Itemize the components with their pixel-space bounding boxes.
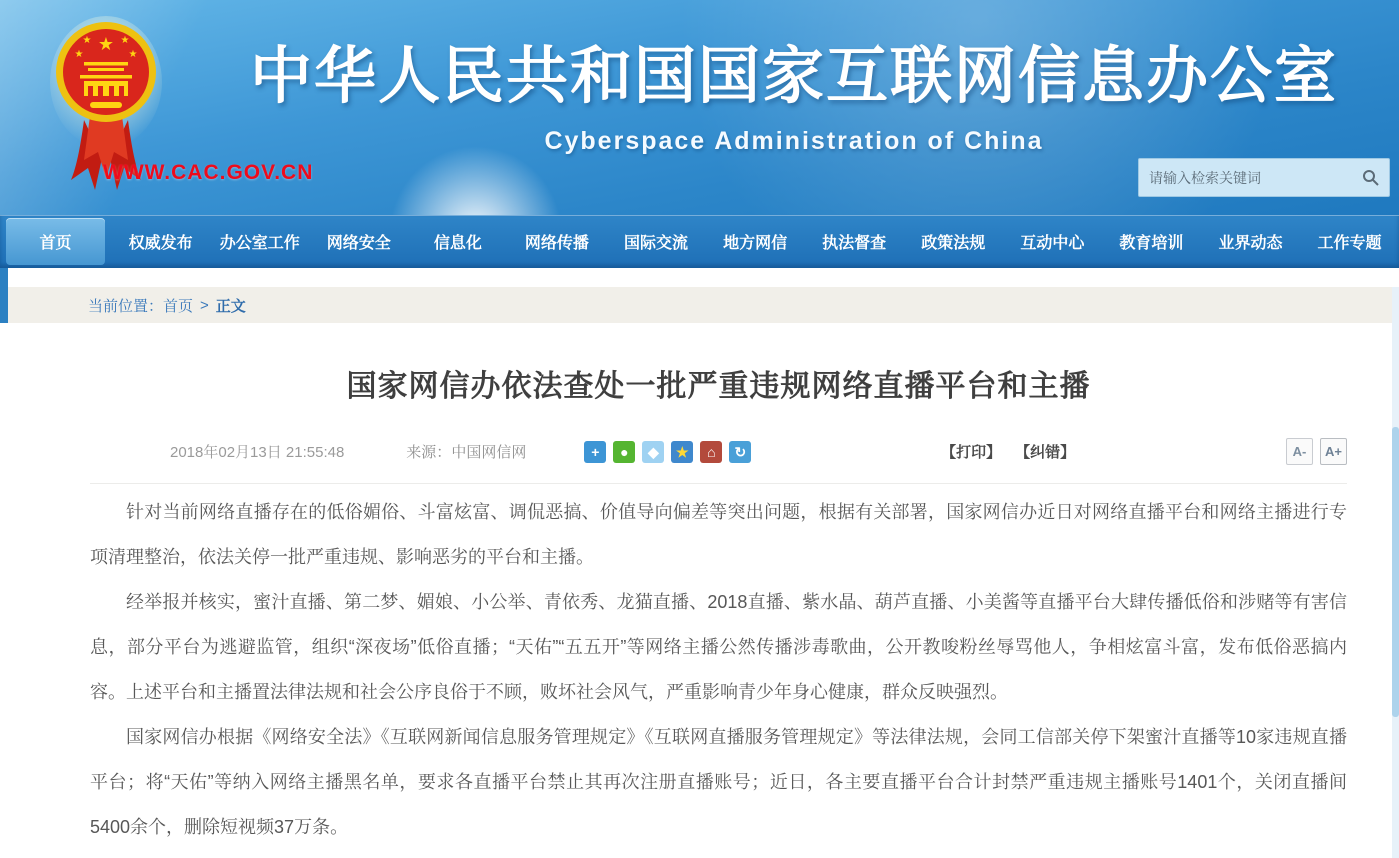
- wechat-icon[interactable]: ●: [613, 441, 635, 463]
- nav-item-work-topics[interactable]: [1300, 215, 1399, 268]
- site-header: [0, 0, 1399, 215]
- nav-item-label: 工作专题: [1317, 235, 1382, 252]
- nav-item-law-enforcement-inspection[interactable]: [805, 215, 904, 268]
- site-title-cn: 中华人民共和国国家互联网信息办公室: [249, 42, 1338, 111]
- svg-text:★: ★: [97, 34, 115, 54]
- nav-item-home[interactable]: [6, 218, 105, 265]
- article: [0, 323, 1399, 850]
- nav-item-label: 业界动态: [1218, 235, 1283, 252]
- weibo-icon[interactable]: ◆: [642, 441, 664, 463]
- nav-item-label: 首页: [39, 235, 72, 252]
- article-paragraph: 针对当前网络直播存在的低俗媚俗、斗富炫富、调侃恶搞、价值导向偏差等突出问题，根据有关部署，国家网信办近日对网络直播平台和网络主播进行专项清理整治，依法关停一批严重违规、影响恶劣的平台和主播。: [90, 502, 1347, 567]
- main-nav: [0, 215, 1399, 268]
- search-input[interactable]: [1149, 170, 1362, 186]
- site-titles: [195, 26, 1393, 156]
- font-smaller-button[interactable]: A-: [1286, 438, 1313, 465]
- site-url: WWW.CAC.GOV.CN: [103, 161, 314, 184]
- nav-item-authoritative-release[interactable]: [111, 215, 210, 268]
- article-paragraph: 国家网信办根据《网络安全法》《互联网新闻信息服务管理规定》《互联网直播服务管理规定》等法律法规，会同工信部关停下架蜜汁直播等10家违规直播平台；将“天佑”等纳入网络主播黑名单，要求各直播平台禁止其再次注册直播账号；近日，各主要直播平台合计封禁严重违规主播账号1401个，关闭直播间5400余个，删除短视频37万条。: [90, 727, 1347, 837]
- nav-item-office-work[interactable]: [210, 215, 309, 268]
- nav-item-label: 地方网信: [723, 235, 788, 252]
- nav-item-label: 教育培训: [1119, 235, 1184, 252]
- breadcrumb-current: 正文: [215, 297, 246, 315]
- svg-text:★: ★: [120, 35, 130, 46]
- source-name: 中国网信网: [451, 444, 527, 461]
- share-plus-icon[interactable]: +: [584, 441, 606, 463]
- nav-item-local-cyberspace[interactable]: [706, 215, 805, 268]
- nav-item-label: 权威发布: [128, 235, 193, 252]
- nav-item-industry-news[interactable]: [1201, 215, 1300, 268]
- nav-item-interaction-center[interactable]: [1003, 215, 1102, 268]
- search-icon[interactable]: [1362, 169, 1379, 186]
- nav-item-international-exchange[interactable]: [606, 215, 705, 268]
- svg-text:★: ★: [74, 49, 84, 60]
- search-box: [1138, 158, 1390, 197]
- nav-item-label: 国际交流: [624, 235, 689, 252]
- breadcrumb-separator: >: [200, 296, 209, 314]
- svg-text:★: ★: [82, 35, 92, 46]
- nav-item-network-communication[interactable]: [507, 215, 606, 268]
- article-title: 国家网信办依法查处一批严重违规网络直播平台和主播: [346, 370, 1091, 403]
- nav-item-label: 网络安全: [326, 235, 391, 252]
- print-button[interactable]: 【打印】: [941, 444, 1002, 461]
- source-label: 来源：: [406, 444, 452, 461]
- nav-item-label: 网络传播: [524, 235, 589, 252]
- article-meta: [90, 438, 1347, 465]
- article-date: 2018年02月13日 21:55:48: [170, 444, 345, 461]
- scrollbar-track[interactable]: [1392, 287, 1399, 858]
- nav-item-label: 办公室工作: [219, 235, 300, 252]
- breadcrumb-home-link[interactable]: 首页: [163, 297, 194, 315]
- svg-text:★: ★: [128, 49, 138, 60]
- qzone-icon[interactable]: ★: [671, 441, 693, 463]
- article-source: [406, 441, 526, 462]
- article-paragraph: 经举报并核实，蜜汁直播、第二梦、媚娘、小公举、青依秀、龙猫直播、2018直播、紫水晶、葫芦直播、小美酱等直播平台大肆传播低俗和涉赌等有害信息，部分平台为逃避监管，组织“深夜场”低俗直播；“天佑”“五五开”等网络主播公然传播涉毒歌曲，公开教唆粉丝辱骂他人，争相炫富斗富，发布低俗恶搞内容。上述平台和主播置法律法规和社会公序良俗于不顾，败坏社会风气，严重影响青少年身心健康，群众反映强烈。: [90, 592, 1347, 702]
- breadcrumb-location-label: 当前位置：: [88, 297, 164, 315]
- meta-divider: [90, 483, 1347, 484]
- renren-icon[interactable]: ⌂: [700, 441, 722, 463]
- nav-item-label: 信息化: [433, 235, 482, 252]
- nav-item-cybersecurity[interactable]: [309, 215, 408, 268]
- scrollbar-thumb[interactable]: [1392, 427, 1399, 717]
- more-share-icon[interactable]: ↻: [729, 441, 751, 463]
- left-edge-strip: [0, 268, 8, 323]
- nav-item-education-training[interactable]: [1102, 215, 1201, 268]
- nav-item-label: 政策法规: [921, 235, 986, 252]
- correction-button[interactable]: 【纠错】: [1015, 444, 1076, 461]
- nav-item-label: 互动中心: [1020, 235, 1085, 252]
- nav-item-informatization[interactable]: [408, 215, 507, 268]
- site-title-en: Cyberspace Administration of China: [544, 127, 1044, 155]
- breadcrumb: [0, 287, 1399, 323]
- share-toolbar: [584, 441, 751, 463]
- nav-item-label: 执法督查: [822, 235, 887, 252]
- font-larger-button[interactable]: A+: [1320, 438, 1347, 465]
- nav-item-policies-regulations[interactable]: [904, 215, 1003, 268]
- article-body: [90, 490, 1347, 850]
